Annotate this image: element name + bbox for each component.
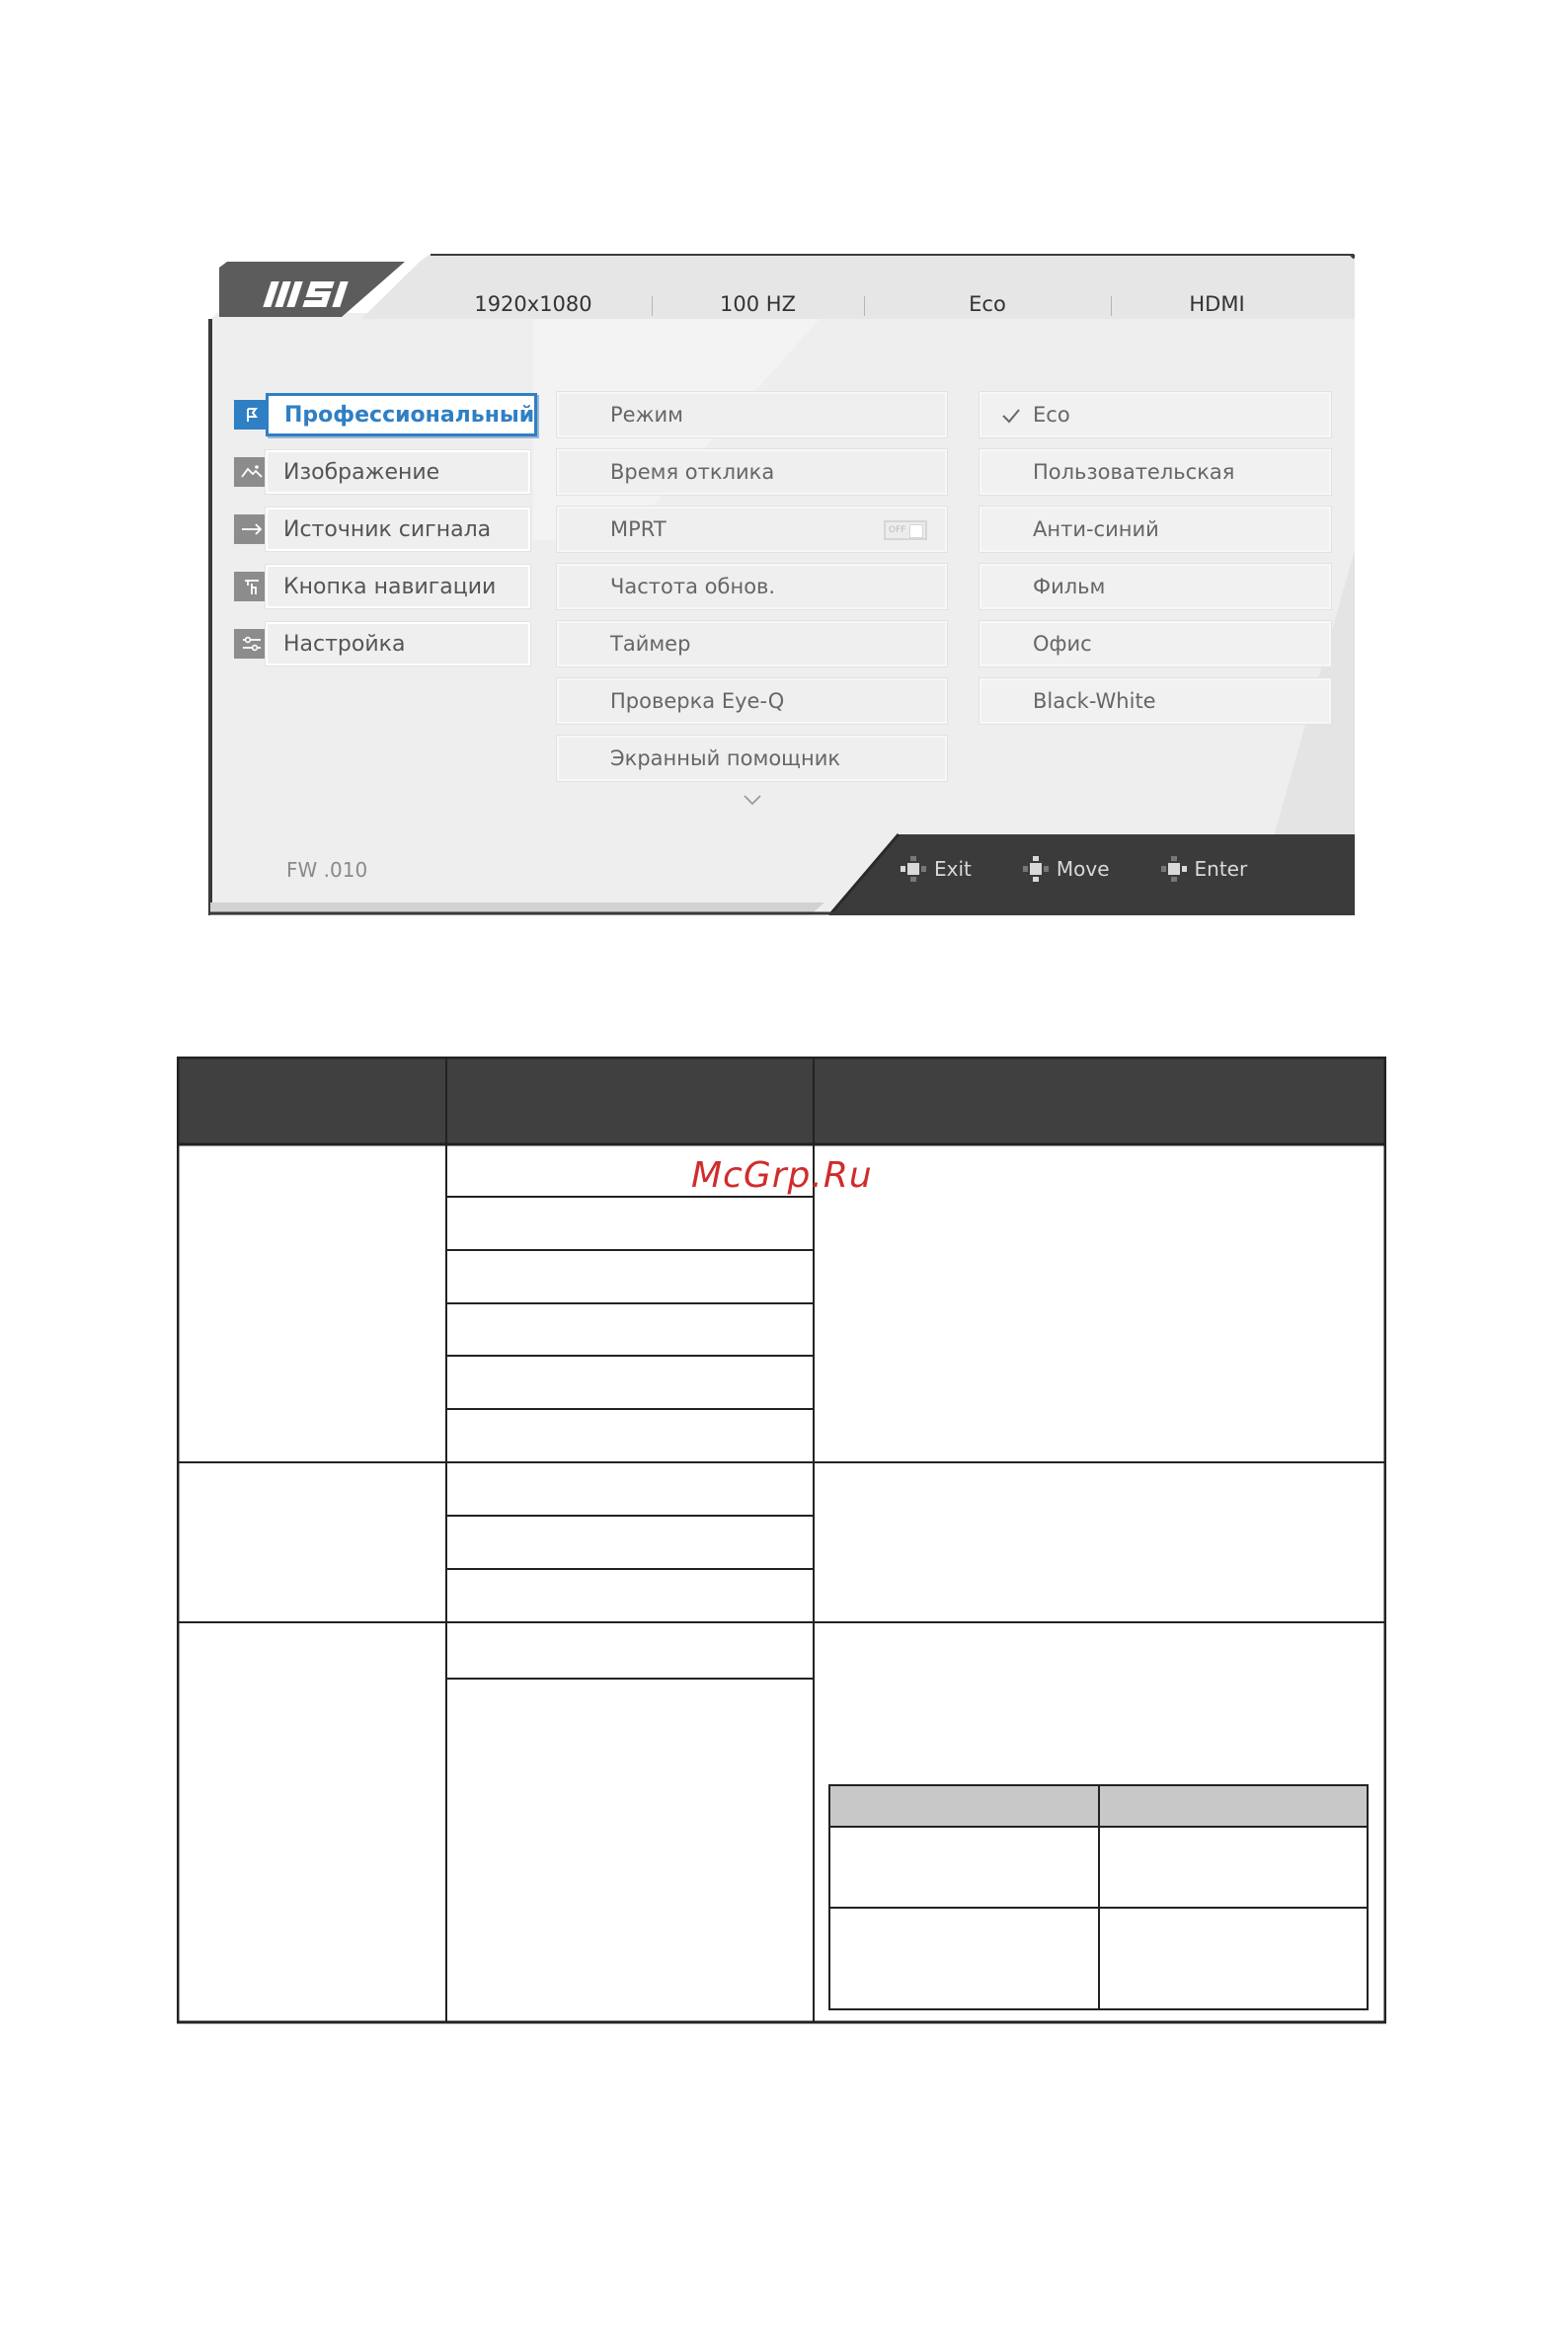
status-resolution: 1920x1080 <box>474 292 592 316</box>
option-black-white[interactable]: Black-White <box>980 678 1331 724</box>
table-grid <box>177 1057 1386 2024</box>
main-menu <box>234 392 535 678</box>
enter-label: Enter <box>1194 857 1248 881</box>
menu-item-input-source[interactable] <box>234 507 530 552</box>
joystick-move-icon <box>1021 854 1051 884</box>
submenu-item-mode[interactable]: Режим <box>557 392 947 437</box>
joystick-exit-icon <box>899 854 928 884</box>
joystick-enter-icon <box>1159 854 1189 884</box>
menu-item-label: Изображение <box>266 450 530 494</box>
flag-icon <box>234 400 270 430</box>
option-eco[interactable] <box>980 392 1331 437</box>
menu-item-label: Профессиональный <box>266 393 537 436</box>
arrow-right-icon <box>234 514 270 544</box>
option-user[interactable]: Пользовательская <box>980 449 1331 495</box>
settings-table <box>177 1057 1386 2024</box>
status-bar <box>415 275 1353 333</box>
option-movie[interactable]: Фильм <box>980 564 1331 609</box>
menu-item-setup[interactable] <box>234 621 530 666</box>
enter-hint <box>1159 854 1248 884</box>
submenu-item-refresh-rate[interactable]: Частота обнов. <box>557 564 947 609</box>
submenu-item-screen-assistant[interactable]: Экранный помощник <box>557 736 947 781</box>
option-anti-blue[interactable]: Анти-синий <box>980 507 1331 552</box>
menu-item-label: Настройка <box>266 622 530 666</box>
navigation-hints <box>899 842 1333 896</box>
submenu-item-eye-q[interactable]: Проверка Eye-Q <box>557 678 947 724</box>
option-label: Eco <box>1033 403 1070 427</box>
status-input: HDMI <box>1111 292 1323 316</box>
chevron-down-icon[interactable] <box>743 794 762 806</box>
msi-logo-icon <box>255 272 383 319</box>
status-mode: Eco <box>864 292 1111 316</box>
menu-item-label: Кнопка навигации <box>266 565 530 608</box>
exit-hint <box>899 854 972 884</box>
touch-icon <box>234 572 270 601</box>
option-office[interactable]: Офис <box>980 621 1331 666</box>
status-refresh-rate: 100 HZ <box>652 292 864 316</box>
submenu-item-response-time[interactable]: Время отклика <box>557 449 947 495</box>
firmware-version: FW .010 <box>286 858 368 882</box>
exit-label: Exit <box>934 857 972 881</box>
mprt-toggle[interactable]: OFF <box>884 520 927 540</box>
move-hint <box>1021 854 1110 884</box>
submenu <box>557 392 947 793</box>
options-list <box>980 392 1331 736</box>
check-icon <box>1001 408 1021 424</box>
sliders-icon <box>234 629 270 659</box>
watermark-text: McGrp.Ru <box>691 1155 873 1196</box>
menu-item-professional[interactable] <box>234 392 535 437</box>
submenu-item-label: MPRT <box>610 517 666 541</box>
move-label: Move <box>1056 857 1110 881</box>
osd-panel <box>207 254 1355 915</box>
menu-item-nav-key[interactable] <box>234 564 530 609</box>
submenu-item-timer[interactable]: Таймер <box>557 621 947 666</box>
image-icon <box>234 457 270 487</box>
submenu-item-mprt[interactable] <box>557 507 947 552</box>
menu-item-label: Источник сигнала <box>266 508 530 551</box>
menu-item-image[interactable] <box>234 449 530 495</box>
